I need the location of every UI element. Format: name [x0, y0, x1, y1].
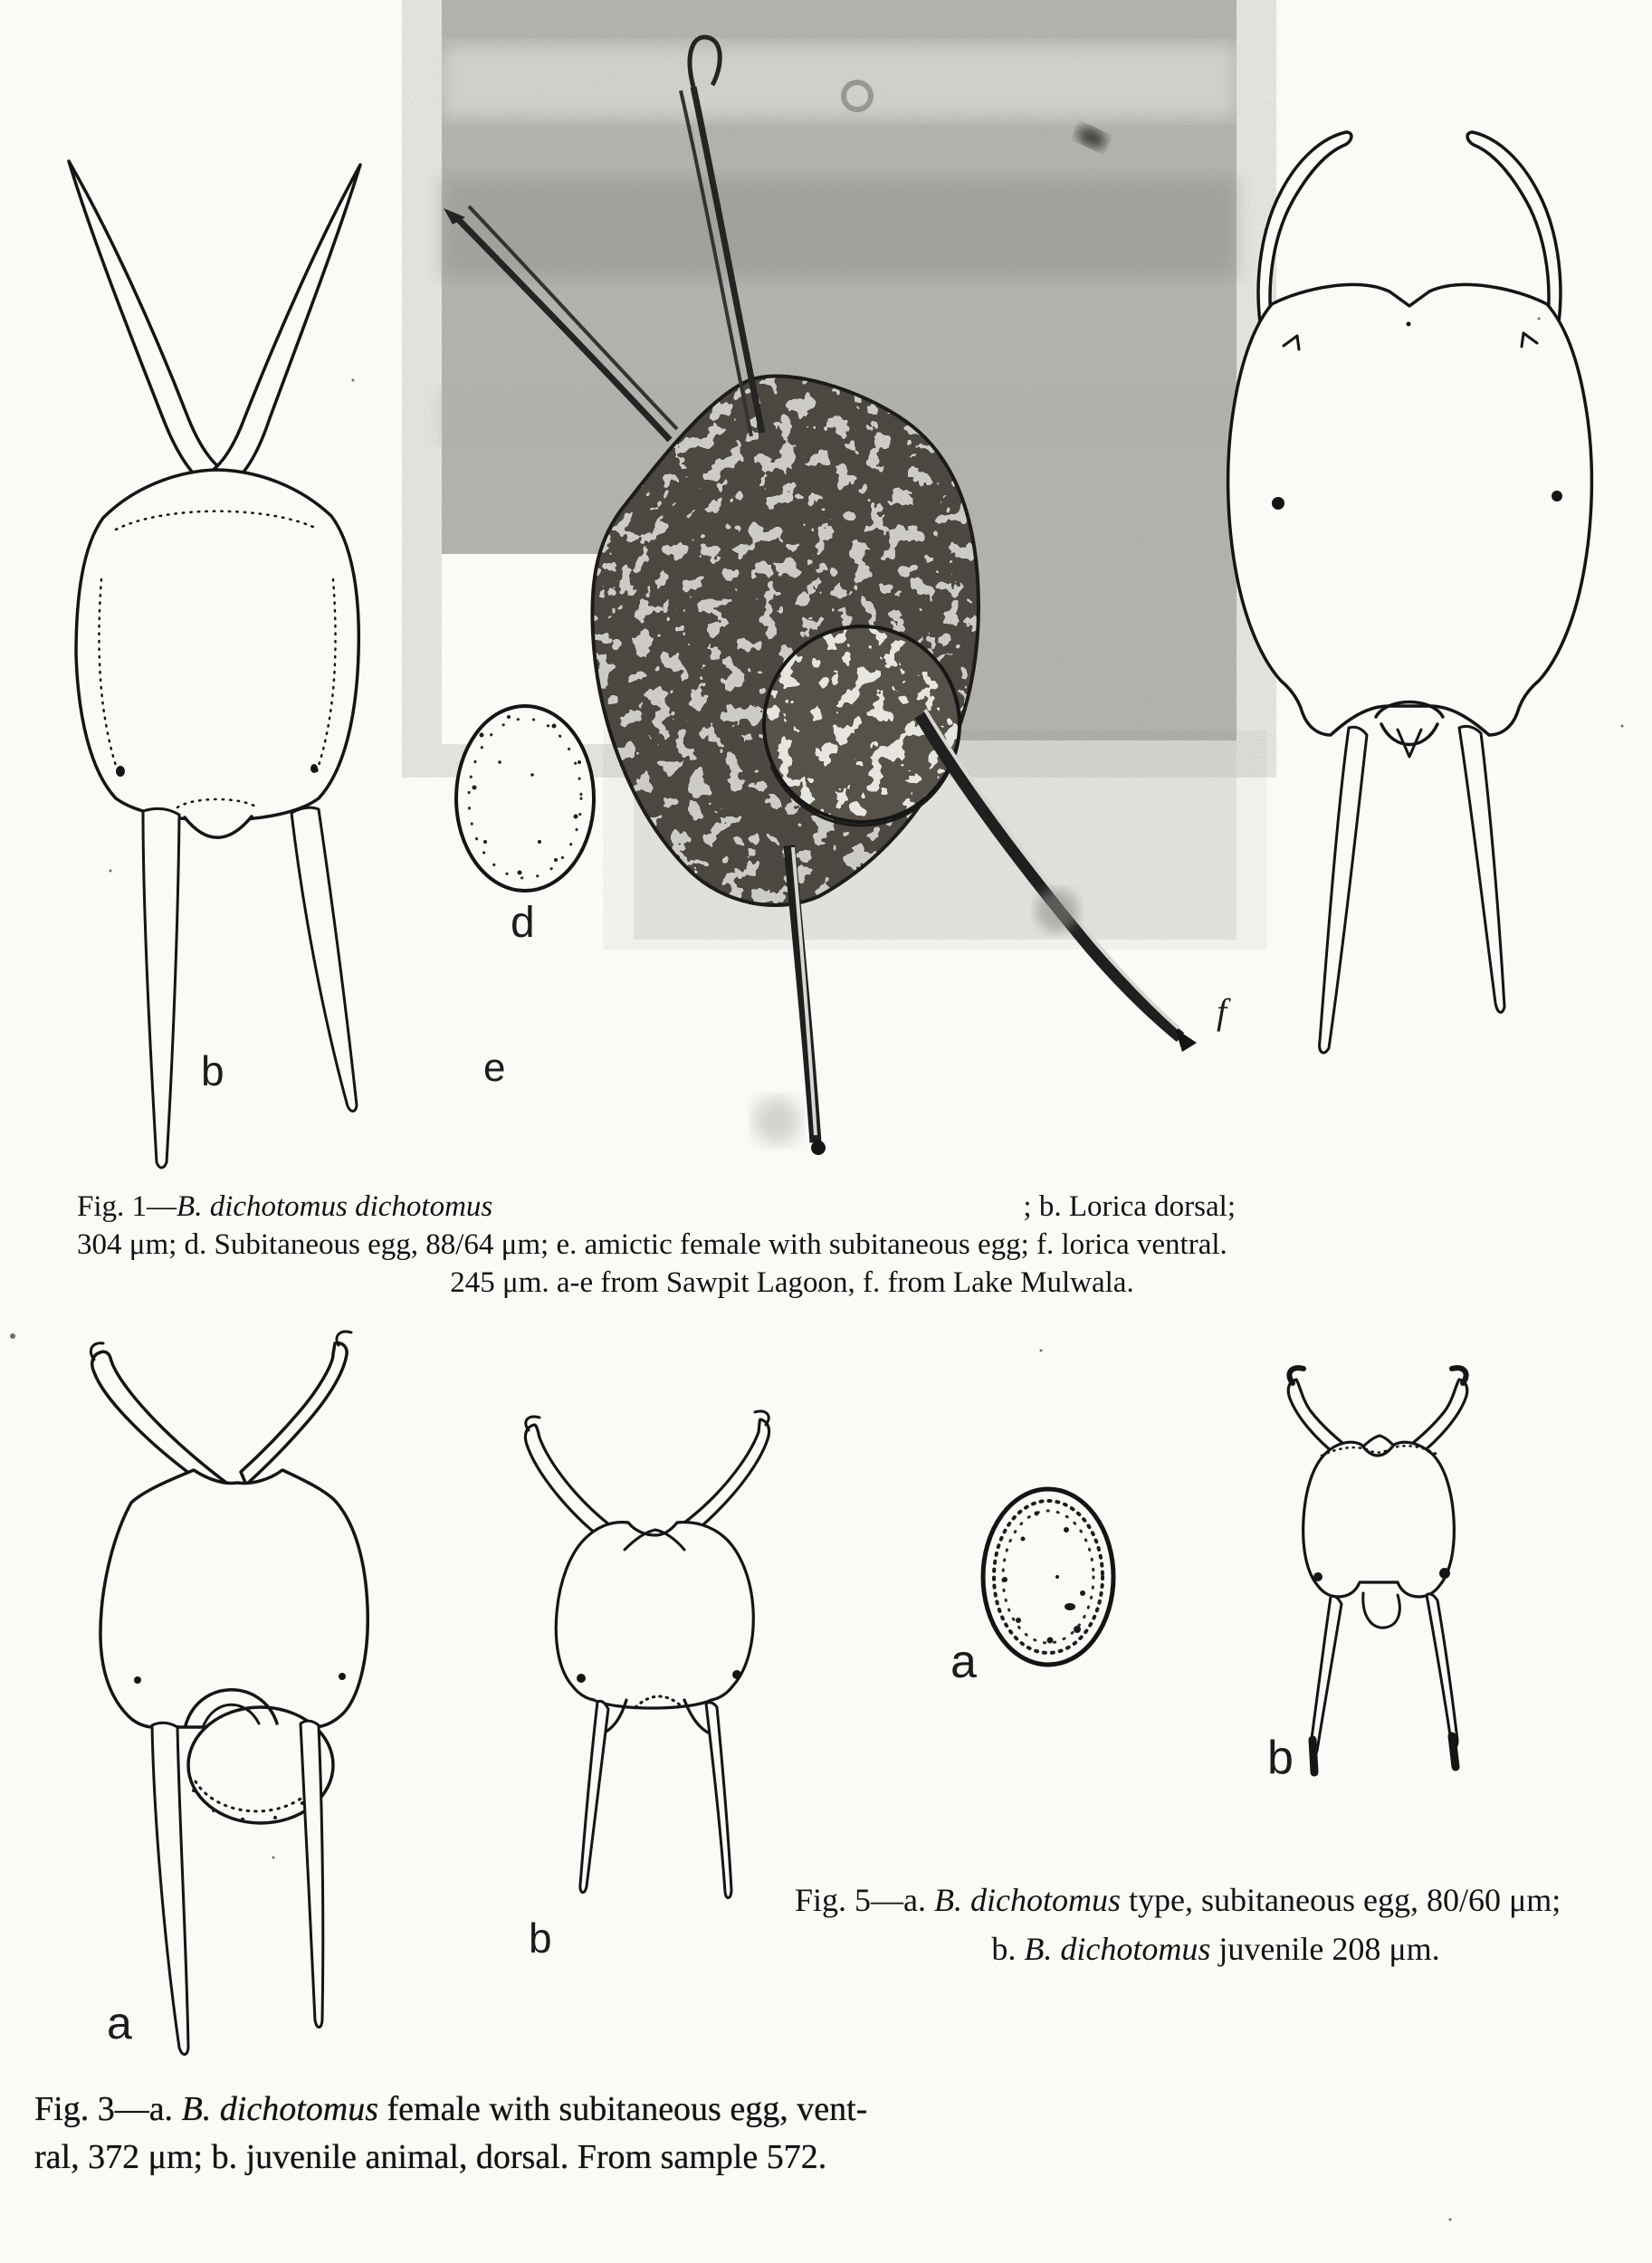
fig3-label-a: a — [107, 1998, 132, 2048]
fig5-caption-line1: Fig. 5—a. B. dichotomus type, subitaneous egg, 80/60 μm; — [795, 1882, 1561, 1918]
fig1-photomicrograph — [442, 0, 1237, 1155]
fig1-caption-line3: 245 μm. a-e from Sawpit Lagoon, f. from Lake Mulwala. — [450, 1266, 1134, 1299]
fig1-label-f: f — [1217, 991, 1227, 1032]
fig3b-juvenile-drawing — [525, 1411, 769, 1898]
fig1-caption-line1-left: Fig. 1—B. dichotomus dichotomus — [77, 1190, 493, 1223]
fig1-label-d: d — [511, 899, 535, 947]
fig1-caption-line1 — [77, 1188, 1236, 1226]
fig1-egg-d-drawing — [456, 706, 594, 891]
fig5-caption-line2: b. B. dichotomus juvenile 208 μm. — [991, 1931, 1440, 1967]
fig1-caption-line1-right: ; b. Lorica dorsal; — [1023, 1190, 1236, 1223]
fig1-lorica-dorsal-drawing — [69, 161, 360, 1168]
fig5-label-b: b — [1267, 1732, 1294, 1784]
fig1-label-b: b — [201, 1047, 224, 1094]
fig1-label-e: e — [483, 1046, 506, 1090]
fig3-caption-line2: ral, 372 μm; b. juvenile animal, dorsal. From sample 572. — [34, 2138, 827, 2176]
fig1-lorica-ventral-drawing — [1228, 132, 1592, 1053]
fig3-label-b: b — [529, 1914, 552, 1962]
fig5a-egg-drawing — [983, 1489, 1113, 1665]
fig3a-female-drawing — [91, 1332, 368, 2055]
fig5-label-a: a — [950, 1636, 977, 1688]
fig1-caption-line2: 304 μm; d. Subitaneous egg, 88/64 μm; e. amictic female with subitaneous egg; f. lorica ventral. — [77, 1228, 1227, 1261]
fig5b-juvenile-drawing — [1288, 1368, 1467, 1772]
fig3-caption-line1: Fig. 3—a. B. dichotomus female with subitaneous egg, vent- — [34, 2090, 868, 2128]
